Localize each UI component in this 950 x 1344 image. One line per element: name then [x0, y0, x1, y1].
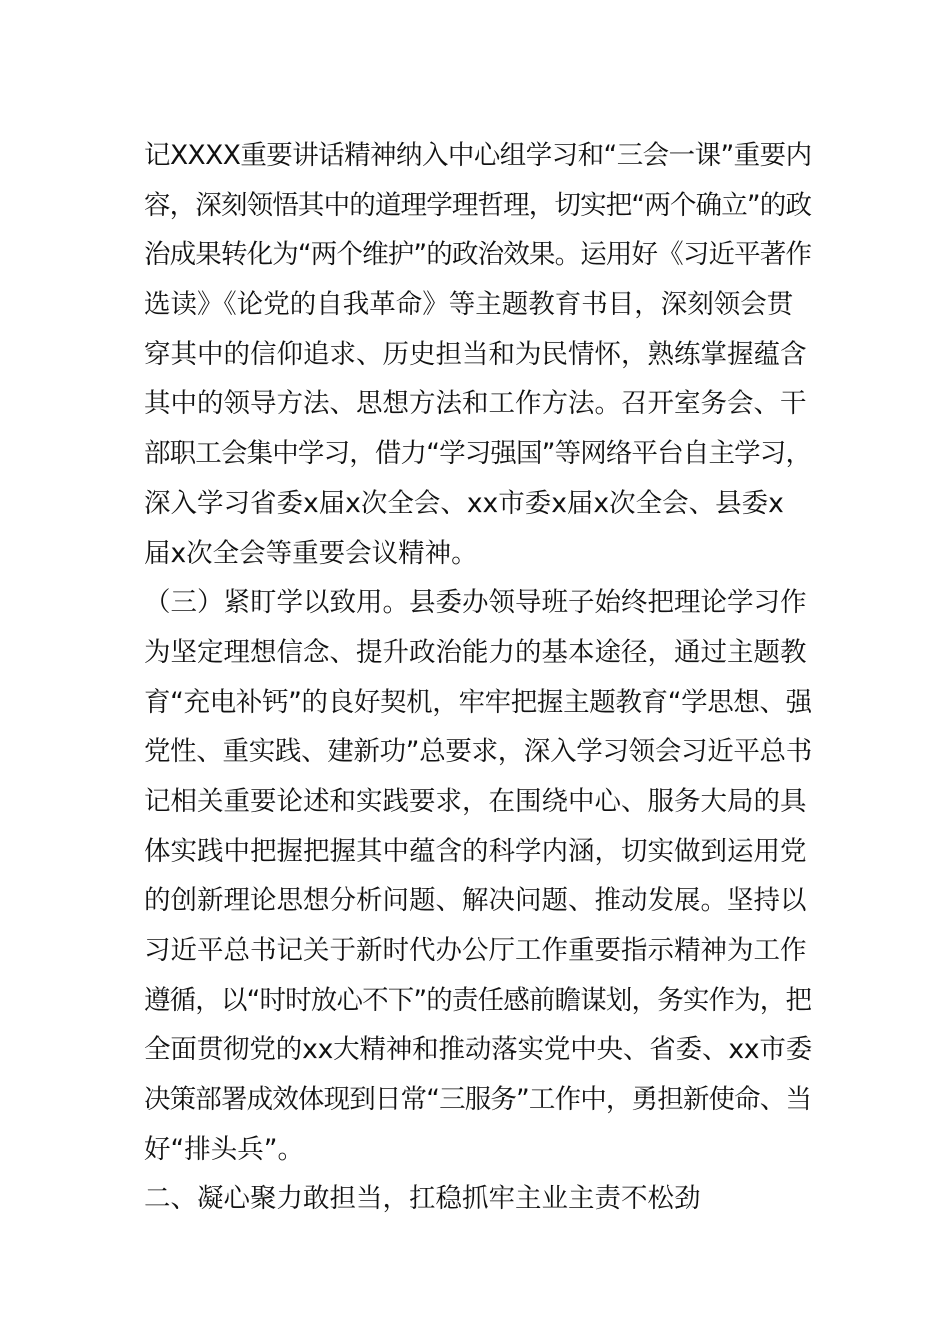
text-line: 记XXXX重要讲话精神纳入中心组学习和“三会一课”重要内 — [144, 140, 812, 171]
text-line: 决策部署成效体现到日常“三服务”工作中，勇担新使命、当 — [144, 1084, 812, 1116]
text-line: 为坚定理想信念、提升政治能力的基本途径，通过主题教 — [144, 636, 807, 668]
text-line: 全面贯彻党的xx大精神和推动落实党中央、省委、xx市委 — [144, 1034, 813, 1066]
text-line: 的创新理论思想分析问题、解决问题、推动发展。坚持以 — [144, 885, 807, 917]
text-line: 治成果转化为“两个维护”的政治效果。运用好《习近平著作 — [144, 239, 812, 271]
section-heading-line: （三）紧盯学以致用。县委办领导班子始终把理论学习作 — [144, 587, 807, 619]
text-line: 体实践中把握把握其中蕴含的科学内涵，切实做到运用党 — [144, 835, 807, 867]
text-line: 深入学习省委x届x次全会、xx市委x届x次全会、县委x — [144, 487, 784, 519]
text-line: 好“排头兵”。 — [144, 1133, 304, 1165]
text-line: 其中的领导方法、思想方法和工作方法。召开室务会、干 — [144, 388, 807, 420]
text-line: 届x次全会等重要会议精神。 — [144, 537, 478, 569]
text-line: 穿其中的信仰追求、历史担当和为民情怀，熟练掌握蕴含 — [144, 338, 807, 370]
text-line: 选读》《论党的自我革命》等主题教育书目，深刻领会贯 — [144, 289, 794, 321]
chapter-heading-line: 二、凝心聚力敢担当，扛稳抓牢主业主责不松劲 — [144, 1183, 701, 1215]
text-line: 育“充电补钙”的良好契机，牢牢把握主题教育“学思想、强 — [144, 686, 812, 718]
text-line: 部职工会集中学习，借力“学习强国”等网络平台自主学习， — [144, 438, 812, 470]
text-line: 容，深刻领悟其中的道理学理哲理，切实把“两个确立”的政 — [144, 189, 812, 221]
text-line: 遵循，以“时时放心不下”的责任感前瞻谋划，务实作为，把 — [144, 984, 812, 1016]
body-text — [144, 131, 812, 1224]
text-line: 习近平总书记关于新时代办公厅工作重要指示精神为工作 — [144, 935, 807, 966]
text-line: 记相关重要论述和实践要求，在围绕中心、服务大局的具 — [144, 785, 807, 817]
text-line: 党性、重实践、建新功”总要求，深入学习领会习近平总书 — [144, 736, 812, 768]
